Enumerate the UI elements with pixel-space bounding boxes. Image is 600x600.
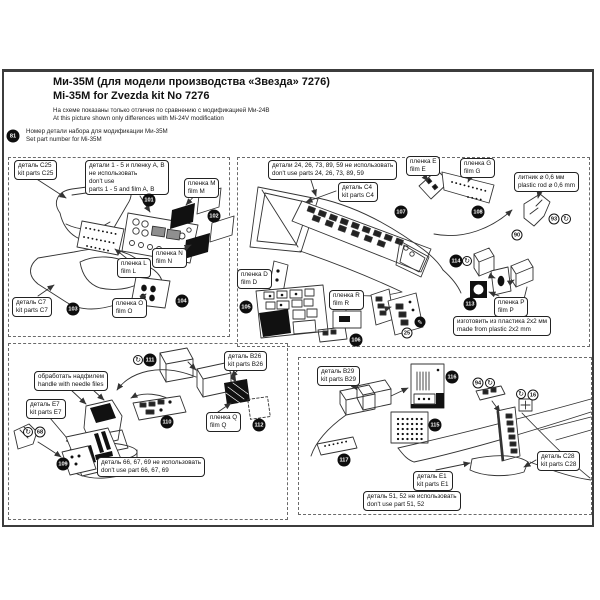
set-part-115: 115 bbox=[429, 419, 442, 432]
rotate-93: ↻ bbox=[561, 214, 571, 224]
label-kit-parts-e1 bbox=[413, 471, 453, 491]
kit-part-16: 16 bbox=[528, 390, 539, 401]
label-line: пленка M bbox=[188, 180, 216, 187]
label-line: деталь E7 bbox=[30, 401, 60, 408]
rotate-114: ↻ bbox=[462, 256, 472, 266]
label-dont-use-parts-1-5 bbox=[85, 160, 169, 195]
label-kit-parts-b26 bbox=[224, 351, 267, 371]
label-line: деталь C25 bbox=[18, 162, 52, 169]
set-part-104: 104 bbox=[176, 295, 189, 308]
label-line: пленка N bbox=[156, 250, 183, 257]
label-line: детали 1 - 5 и пленку А, В bbox=[89, 162, 165, 169]
set-part-110: 110 bbox=[161, 416, 174, 429]
set-part-101: 101 bbox=[143, 194, 156, 207]
rotate-68: ↻ bbox=[23, 427, 33, 437]
label-line: пленка L bbox=[121, 260, 147, 267]
label-line: деталь B29 bbox=[321, 368, 355, 375]
label-line: don't use bbox=[89, 177, 115, 185]
set-part-108: 108 bbox=[472, 206, 485, 219]
set-part-111: 111 bbox=[144, 354, 157, 367]
label-line: film D bbox=[241, 278, 258, 286]
label-film-l bbox=[117, 258, 151, 278]
label-line: kit parts B26 bbox=[228, 360, 263, 368]
label-made-from-plastic bbox=[453, 316, 551, 336]
tool-mark: ✎ bbox=[415, 317, 426, 328]
label-line: деталь E1 bbox=[417, 473, 447, 480]
label-film-r bbox=[329, 290, 364, 310]
label-line: kit parts C4 bbox=[342, 191, 374, 199]
label-line: пленка E bbox=[410, 158, 437, 165]
label-line: parts 1 - 5 and film A, B bbox=[89, 185, 155, 193]
kit-part-90: 90 bbox=[512, 230, 523, 241]
label-line: film N bbox=[156, 257, 173, 265]
label-line: деталь C7 bbox=[16, 299, 47, 306]
kit-part-68: 68 bbox=[35, 427, 46, 438]
label-film-n bbox=[152, 248, 187, 268]
rotate-16: ↻ bbox=[516, 389, 526, 399]
label-film-g bbox=[460, 158, 495, 178]
label-line: film R bbox=[333, 299, 350, 307]
label-line: изготовить из пластика 2x2 мм bbox=[457, 318, 548, 325]
set-part-107: 107 bbox=[395, 206, 408, 219]
label-line: пленка R bbox=[333, 292, 360, 299]
page-title-russian: Ми-35М (для модели производства «Звезда» 7276) bbox=[53, 76, 330, 88]
label-film-p bbox=[494, 297, 528, 317]
rotate-94: ↻ bbox=[485, 378, 495, 388]
label-line: деталь B26 bbox=[228, 353, 262, 360]
label-line: film P bbox=[498, 306, 514, 314]
label-line: kit parts B29 bbox=[321, 375, 356, 383]
label-film-q bbox=[206, 412, 241, 432]
label-line: don't use parts 24, 26, 73, 89, 59 bbox=[272, 169, 364, 177]
set-part-106: 106 bbox=[350, 334, 363, 347]
note-english: At this picture shown only differences with Mi-24V modification bbox=[53, 115, 224, 122]
label-line: plastic rod ⌀ 0,6 mm bbox=[518, 181, 575, 189]
label-line: film M bbox=[188, 187, 205, 195]
note-russian: На схеме показаны только отличия по сравнению с модификацией Ми-24В bbox=[53, 107, 270, 114]
label-line: деталь C28 bbox=[541, 453, 575, 460]
label-handle-needle-files bbox=[34, 371, 108, 391]
legend-set-part-badge: 81 bbox=[7, 130, 20, 143]
label-kit-parts-c25 bbox=[14, 160, 57, 180]
label-line: kit parts C7 bbox=[16, 306, 48, 314]
set-part-114: 114 bbox=[450, 255, 463, 268]
legend-text-english: Set part number for Mi-35M bbox=[26, 136, 102, 143]
set-part-113: 113 bbox=[464, 298, 477, 311]
label-dont-use-parts-66 bbox=[97, 457, 205, 477]
label-kit-parts-c7 bbox=[12, 297, 52, 317]
label-line: литник ⌀ 0,6 мм bbox=[518, 174, 565, 181]
label-line: film Q bbox=[210, 421, 227, 429]
label-line: пленка O bbox=[116, 300, 144, 307]
label-line: деталь 66, 67, 69 не использовать bbox=[101, 459, 201, 466]
set-part-109: 109 bbox=[57, 458, 70, 471]
rotate-111: ↻ bbox=[133, 355, 143, 365]
label-film-m bbox=[184, 178, 219, 198]
label-line: обработать надфилем bbox=[38, 373, 105, 380]
label-line: handle with needle files bbox=[38, 380, 104, 388]
label-line: kit parts C25 bbox=[18, 169, 54, 177]
label-kit-parts-c28 bbox=[537, 451, 580, 471]
label-line: пленка G bbox=[464, 160, 492, 167]
kit-part-25: 25 bbox=[402, 328, 413, 339]
label-line: film L bbox=[121, 267, 137, 275]
label-line: kit parts E1 bbox=[417, 480, 449, 488]
set-part-105: 105 bbox=[240, 301, 253, 314]
label-film-d bbox=[237, 269, 272, 289]
label-line: пленка P bbox=[498, 299, 525, 306]
label-line: деталь 51, 52 не использовать bbox=[367, 493, 457, 500]
set-part-117: 117 bbox=[338, 454, 351, 467]
set-part-102: 102 bbox=[208, 210, 221, 223]
set-part-116: 116 bbox=[446, 371, 459, 384]
label-kit-parts-b29 bbox=[317, 366, 360, 386]
label-line: деталь C4 bbox=[342, 184, 373, 191]
label-line: film O bbox=[116, 307, 133, 315]
label-line: don't use part 66, 67, 69 bbox=[101, 466, 169, 474]
label-film-e bbox=[406, 156, 440, 176]
label-line: не использовать bbox=[89, 169, 138, 177]
page-title-english: Mi-35M for Zvezda kit No 7276 bbox=[53, 90, 210, 102]
label-kit-parts-c4 bbox=[338, 182, 378, 202]
label-line: don't use part 51, 52 bbox=[367, 500, 425, 508]
label-line: made from plastic 2x2 mm bbox=[457, 325, 531, 333]
label-line: детали 24, 26, 73, 89, 59 не использовать bbox=[272, 162, 394, 169]
kit-part-93: 93 bbox=[549, 214, 560, 225]
set-part-103: 103 bbox=[67, 303, 80, 316]
label-dont-use-parts-51 bbox=[363, 491, 461, 511]
kit-part-94: 94 bbox=[473, 378, 484, 389]
label-film-o bbox=[112, 298, 147, 318]
label-line: пленка Q bbox=[210, 414, 238, 421]
label-line: kit parts E7 bbox=[30, 408, 62, 416]
legend-text-russian: Номер детали набора для модификации Ми-35М bbox=[26, 128, 168, 135]
set-part-112: 112 bbox=[253, 419, 266, 432]
label-line: film E bbox=[410, 165, 426, 173]
label-line: kit parts C28 bbox=[541, 460, 577, 468]
label-dont-use-parts-24 bbox=[268, 160, 397, 180]
label-kit-parts-e7 bbox=[26, 399, 66, 419]
label-plastic-rod bbox=[514, 172, 579, 192]
label-line: пленка D bbox=[241, 271, 268, 278]
label-line: film G bbox=[464, 167, 481, 175]
